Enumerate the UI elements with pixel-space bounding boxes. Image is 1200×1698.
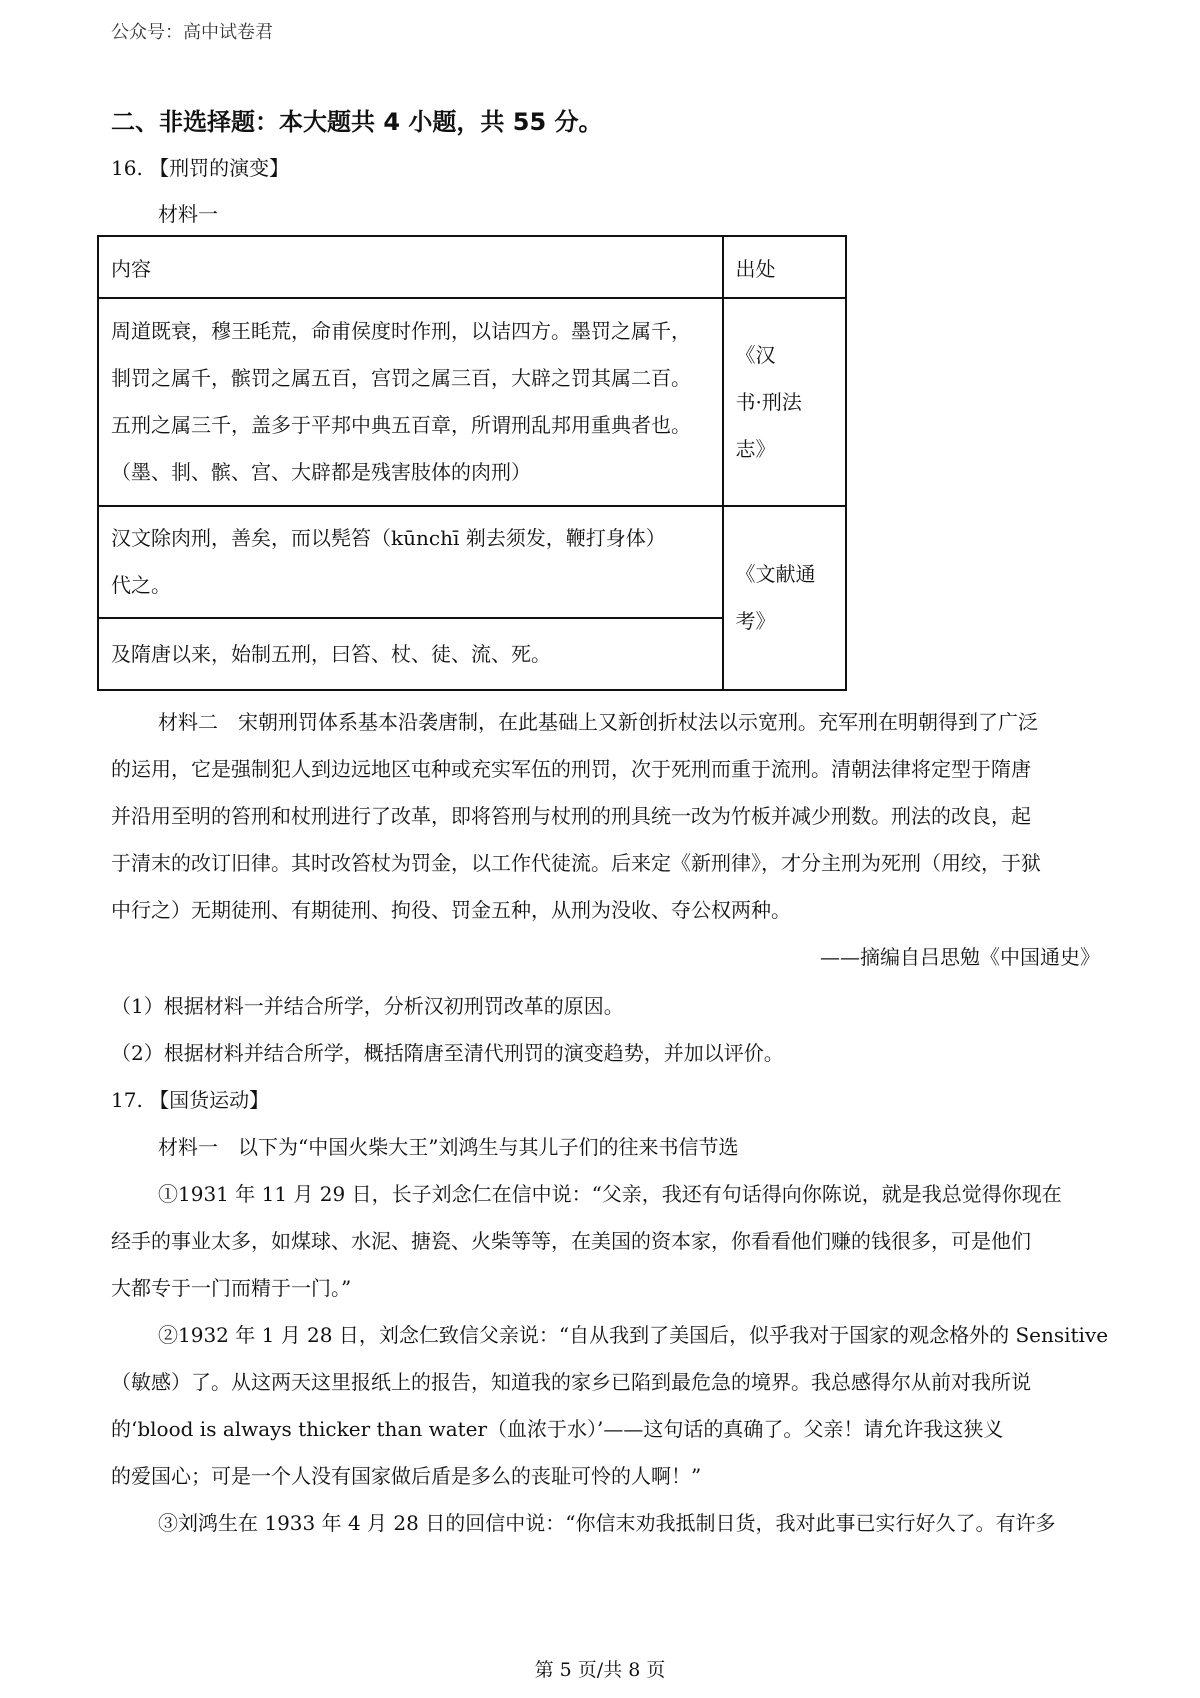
q16-material2-line: 的运用，它是强制犯人到边远地区屯种或充实军伍的刑罚，次于死刑而重于流刑。清朝法律将定型于隋唐 — [111, 757, 1031, 781]
q17-material1-intro: 材料一 以下为“中国火柴大王”刘鸿生与其儿子们的往来书信节选 — [158, 1135, 739, 1159]
table-row-1-source: 《汉 书·刑法 志》 — [723, 298, 846, 506]
q16-material1-label: 材料一 — [158, 202, 218, 226]
table-row-2-3-source: 《文献通 考》 — [723, 506, 846, 690]
table-row-2-line: 代之。 — [111, 573, 171, 597]
table-header-content: 内容 — [98, 236, 723, 298]
section-title: 二、非选择题：本大题共 4 小题，共 55 分。 — [111, 108, 603, 136]
q16-material2-attribution: ——摘编自吕思勉《中国通史》 — [820, 945, 1100, 969]
table-row-1-line: （墨、剕、髌、宫、大辟都是残害肢体的肉刑） — [111, 460, 531, 484]
table-header-source: 出处 — [723, 236, 846, 298]
q17-letter1-line: ①1931 年 11 月 29 日，长子刘念仁在信中说：“父亲，我还有句话得向你陈说，就是我总觉得你现在 — [158, 1182, 1062, 1206]
q17-title: 17. 【国货运动】 — [111, 1088, 270, 1112]
q16-question-1: （1）根据材料一并结合所学，分析汉初刑罚改革的原因。 — [111, 994, 624, 1018]
table-row-1-line: 周道既衰，穆王眊荒，命甫侯度时作刑，以诘四方。墨罚之属千， — [111, 319, 691, 343]
q17-letter2-line: 的爱国心；可是一个人没有国家做后盾是多么的丧耻可怜的人啊！” — [111, 1464, 702, 1488]
q16-title: 16. 【刑罚的演变】 — [111, 156, 290, 180]
table-row-1 — [98, 298, 723, 506]
q17-letter1-line: 大都专于一门而精于一门。” — [111, 1276, 352, 1300]
table-row-3-line: 及隋唐以来，始制五刑，曰笞、杖、徒、流、死。 — [111, 641, 551, 666]
q17-letter1-line: 经手的事业太多，如煤球、水泥、搪瓷、火柴等等，在美国的资本家，你看看他们赚的钱很多，可是他们 — [111, 1229, 1031, 1253]
q16-material2-line: 于清末的改订旧律。其时改笞杖为罚金，以工作代徒流。后来定《新刑律》，才分主刑为死刑（用绞，于狱 — [111, 851, 1041, 875]
table-row-1-line: 剕罚之属千，髌罚之属五百，宫罚之属三百，大辟之罚其属二百。 — [111, 366, 691, 390]
q16-material2-line: 并沿用至明的笞刑和杖刑进行了改革，即将笞刑与杖刑的刑具统一改为竹板并减少刑数。刑法的改良，起 — [111, 804, 1031, 828]
table-row-2-line: 汉文除肉刑，善矣，而以髡笞（kūnchī 剃去须发，鞭打身体） — [111, 526, 666, 550]
q17-letter2-line: 的‘blood is always thicker than water（血浓于水）’——这句话的真确了。父亲！请允许我这狭义 — [111, 1417, 1004, 1441]
table-row-3 — [98, 618, 723, 690]
table-row-2 — [98, 506, 723, 618]
page-header: 公众号：高中试卷君 — [111, 22, 273, 43]
q17-letter3-line: ③刘鸿生在 1933 年 4 月 28 日的回信中说：“你信末劝我抵制日货，我对此事已实行好久了。有许多 — [158, 1511, 1056, 1535]
q16-question-2: （2）根据材料并结合所学，概括隋唐至清代刑罚的演变趋势，并加以评价。 — [111, 1041, 784, 1065]
q16-material2-line: 材料二 宋朝刑罚体系基本沿袭唐制，在此基础上又新创折杖法以示宽刑。充军刑在明朝得到了广泛 — [158, 710, 1038, 734]
table-row-1-line: 五刑之属三千，盖多于平邦中典五百章，所谓刑乱邦用重典者也。 — [111, 413, 691, 437]
q17-letter2-line: （敏感）了。从这两天这里报纸上的报告，知道我的家乡已陷到最危急的境界。我总感得尔从前对我所说 — [111, 1370, 1031, 1394]
q16-material1-table — [97, 235, 847, 691]
page-footer: 第 5 页/共 8 页 — [534, 1659, 666, 1681]
q16-material2-line: 中行之）无期徒刑、有期徒刑、拘役、罚金五种，从刑为没收、夺公权两种。 — [111, 898, 791, 922]
q17-letter2-line: ②1932 年 1 月 28 日，刘念仁致信父亲说：“自从我到了美国后，似乎我对于国家的观念格外的 Sensitive — [158, 1323, 1109, 1347]
